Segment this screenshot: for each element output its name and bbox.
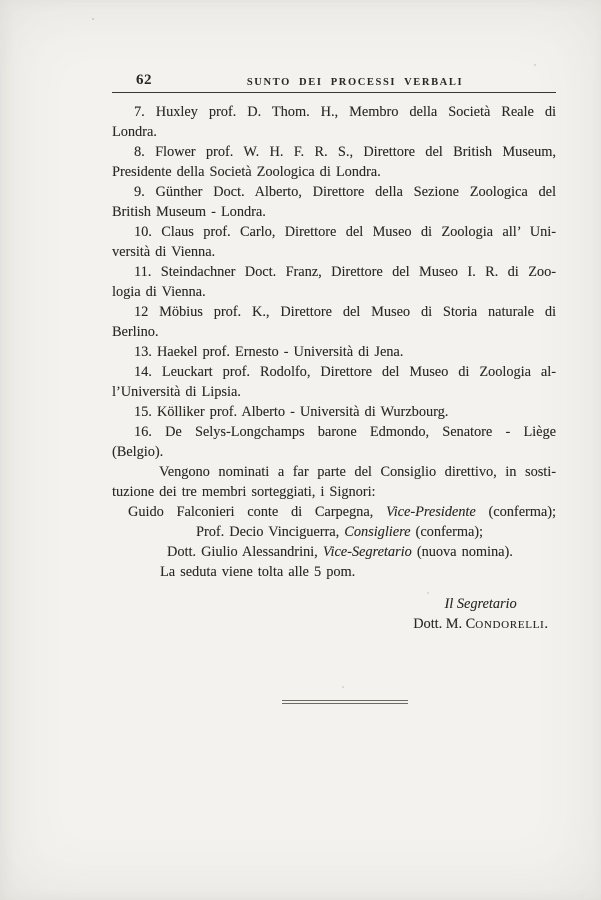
signature-role: Il Segretario — [444, 596, 517, 612]
text-line — [112, 222, 556, 242]
scan-speck — [92, 18, 94, 20]
signature-name — [413, 614, 548, 635]
running-title: SUNTO DEI PROCESSI VERBALI — [246, 77, 464, 88]
text-run: (conferma); — [410, 524, 484, 540]
text-run: Guido Falconieri conte di Carpegna, — [128, 504, 387, 520]
italic-text-run: Vice-Segretario — [322, 544, 412, 560]
text-run: Londra. — [112, 124, 157, 140]
text-line — [112, 382, 556, 402]
text-run: logia di Vienna. — [112, 284, 206, 300]
text-line — [112, 482, 556, 502]
signature-name-part: . — [544, 616, 548, 632]
text-line — [112, 542, 556, 562]
text-run: Presidente della Società Zoologica di Londra. — [112, 164, 381, 180]
signature-block — [413, 594, 548, 635]
closing-double-rule — [282, 700, 408, 704]
text-run: 7. Huxley prof. D. Thom. H., Membro della Società Reale di — [134, 104, 556, 120]
text-line — [112, 342, 556, 362]
text-line — [112, 102, 556, 122]
text-line — [112, 422, 556, 442]
text-run: 9. Günther Doct. Alberto, Direttore della Sezione Zoologica del — [134, 184, 556, 200]
text-run: 11. Steindachner Doct. Franz, Direttore del Museo I. R. di Zoo- — [134, 264, 556, 280]
text-line — [112, 402, 556, 422]
page-header — [112, 63, 556, 93]
text-run: 8. Flower prof. W. H. F. R. S., Direttore del British Museum, — [134, 144, 556, 160]
scan-speck — [427, 592, 429, 594]
text-line — [112, 242, 556, 262]
text-line — [112, 262, 556, 282]
italic-text-run: Vice-Presidente — [386, 504, 476, 520]
text-line — [112, 302, 556, 322]
text-line — [112, 322, 556, 342]
text-line — [112, 562, 556, 582]
scan-speck — [342, 686, 344, 688]
text-run: tuzione dei tre membri sorteggiati, i Signori: — [112, 484, 376, 500]
text-line — [112, 282, 556, 302]
text-line — [112, 442, 556, 462]
text-run: 16. De Selys-Longchamps barone Edmondo, Senatore - Liège — [134, 424, 556, 440]
text-run: La seduta viene tolta alle 5 pom. — [160, 564, 356, 580]
page-number: 62 — [136, 72, 152, 88]
text-run: 14. Leuckart prof. Rodolfo, Direttore del Museo di Zoologia al- — [134, 364, 556, 380]
italic-text-run: Consigliere — [344, 524, 411, 540]
text-line — [112, 362, 556, 382]
text-run: (conferma); — [475, 504, 556, 520]
text-line — [112, 202, 556, 222]
text-run: 12 Möbius prof. K., Direttore del Museo di Storia naturale di — [134, 304, 556, 320]
text-column — [112, 63, 556, 635]
text-run: Dott. Giulio Alessandrini, — [167, 544, 323, 560]
text-run: Berlino. — [112, 324, 159, 340]
text-run: versità di Vienna. — [112, 244, 216, 260]
scan-speck — [534, 64, 536, 66]
text-run: (nuova nomina). — [411, 544, 513, 560]
text-line — [112, 462, 556, 482]
text-run: 13. Haekel prof. Ernesto - Università di Jena. — [134, 344, 404, 360]
text-run: Vengono nominati a far parte del Consiglio direttivo, in sosti- — [159, 464, 556, 480]
text-line — [112, 162, 556, 182]
text-line — [112, 522, 556, 542]
signature-name-part: Dott. M. C — [413, 616, 476, 632]
text-line — [112, 182, 556, 202]
text-run: 10. Claus prof. Carlo, Direttore del Museo di Zoologia all’ Uni- — [134, 224, 556, 240]
text-run: (Belgio). — [112, 444, 164, 460]
text-run: British Museum - Londra. — [112, 204, 266, 220]
text-line — [112, 502, 556, 522]
body-text — [112, 102, 556, 582]
text-run: Prof. Decio Vinciguerra, — [196, 524, 345, 540]
text-line — [112, 122, 556, 142]
text-line — [112, 142, 556, 162]
text-run: 15. Kölliker prof. Alberto - Università di Wurzbourg. — [134, 404, 449, 420]
signature-name-smallcaps: ONDORELLI — [475, 619, 545, 631]
text-run: l’Università di Lipsia. — [112, 384, 241, 400]
